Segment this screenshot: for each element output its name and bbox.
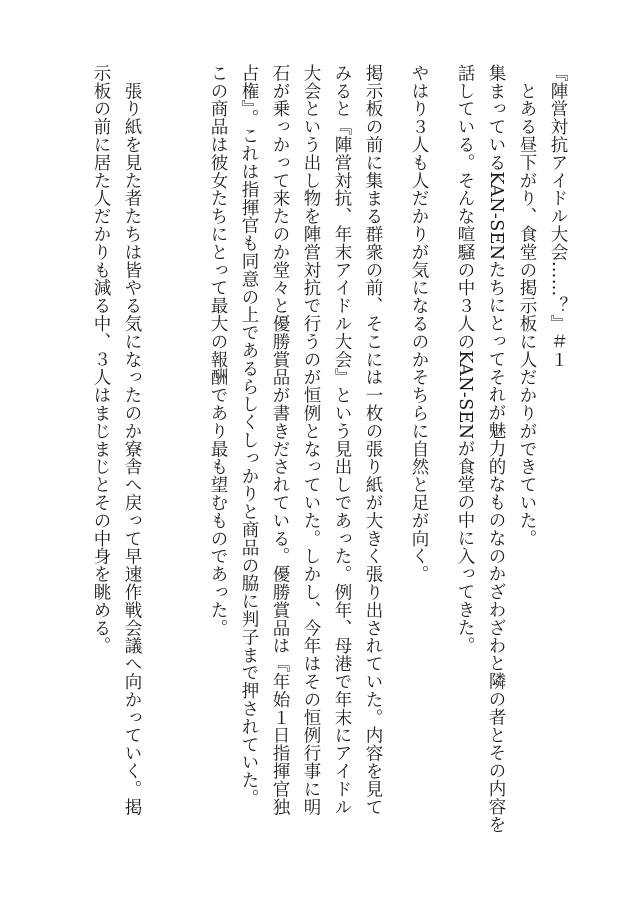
- paragraph-line: 大会という出し物を陣営対抗で行うのが恒例となっていた。しかし、今年はその恒例行事に明: [301, 64, 321, 816]
- paragraph-line: みると『陣営対抗、年末アイドル大会』という見出しであった。例年、母港で年末にアイドル: [332, 64, 352, 816]
- paragraph-line: 張り紙を見た者たちは皆やる気になったのか寮舎へ戻って早速作戦会議へ向かっていく。掲: [122, 64, 142, 816]
- paragraph-line: とある昼下がり、食堂の掲示板に人だかりができていた。: [517, 64, 537, 548]
- paragraph-line: やはり３人も人だかりが気になるのかそちらに自然と足が向く。: [409, 64, 429, 584]
- paragraph-line: 占権』。これは指揮官も同意の上であるらしくしっかりと商品の脇に判子まで押されていた。: [239, 64, 259, 808]
- paragraph-line: 示板の前に居た人だかりも減る中、３人はまじまじとその中身を眺める。: [91, 64, 111, 655]
- paragraph-line: 集まっているKAN-SENたちにとってそれが魅力的なものなのかざわざわと隣の者とその内容を: [486, 64, 506, 834]
- paragraph-line: この商品は彼女たちにとって最大の報酬であり最も望むものであった。: [208, 64, 228, 637]
- paragraph-line: 石が乗っかって来たのか堂々と優勝賞品が書きだされている。優勝賞品は『年始１日指揮官独: [270, 64, 290, 816]
- chapter-title: 『陣営対抗アイドル大会……？』＃１: [548, 64, 568, 369]
- paragraph-line: 話している。そんな喧騒の中３人のKAN-SENが食堂の中に入ってきた。: [455, 64, 475, 655]
- paragraph-line: 掲示板の前に集まる群衆の前、そこには一枚の張り紙が大きく張り出されていた。内容を見て: [363, 64, 383, 816]
